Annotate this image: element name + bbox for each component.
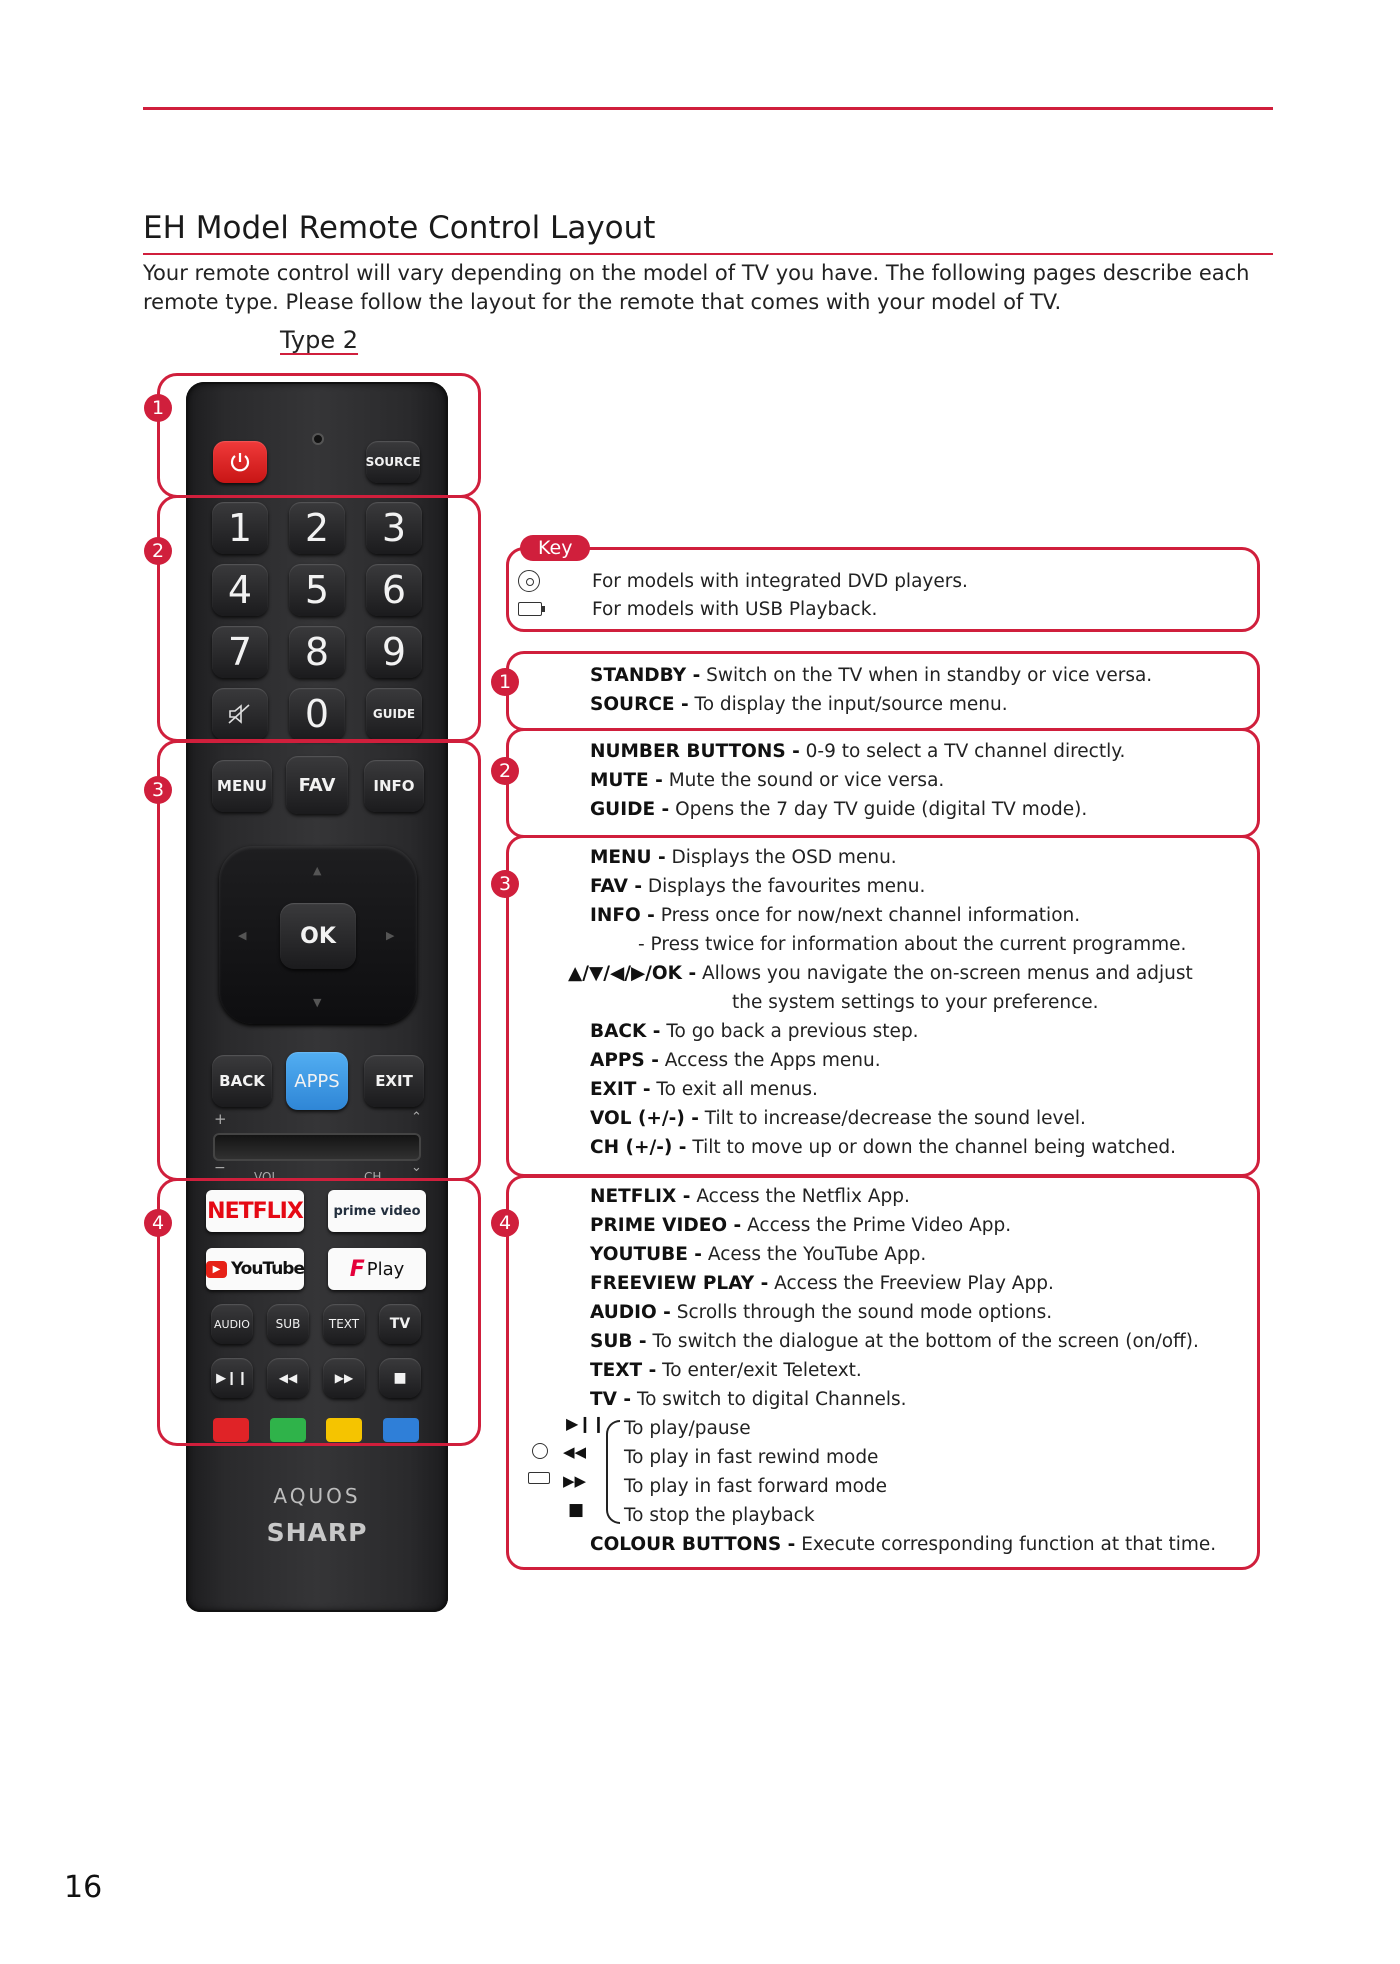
section-badge-1: 1 xyxy=(491,668,519,696)
fast-forward-icon: ▶▶ xyxy=(334,1371,354,1385)
usb-icon-small xyxy=(528,1472,550,1484)
back-term: BACK - xyxy=(590,1021,661,1042)
dvd-icon xyxy=(518,570,540,592)
source-desc xyxy=(590,690,1008,719)
audio-text: Scrolls through the sound mode options. xyxy=(670,1302,1053,1323)
tv-term: TV - xyxy=(590,1389,632,1410)
exit-button[interactable]: EXIT xyxy=(364,1055,424,1107)
fav-text: Displays the favourites menu. xyxy=(642,876,926,897)
info-button[interactable]: INFO xyxy=(364,760,424,812)
rewind-icon: ◀◀ xyxy=(278,1371,298,1385)
source-term: SOURCE - xyxy=(590,694,689,715)
intro-line-2: remote type. Please follow the layout for the remote that comes with your model of TV. xyxy=(143,290,1062,314)
ch-down-icon: ⌄ xyxy=(411,1160,422,1175)
fav-desc xyxy=(590,872,925,901)
up-arrow-icon[interactable]: ▲ xyxy=(313,864,322,877)
play-pause-icon: ▶❙❙ xyxy=(216,1370,248,1386)
section-badge-2: 2 xyxy=(491,757,519,785)
apps-button[interactable]: APPS xyxy=(286,1052,348,1110)
audio-button[interactable]: AUDIO xyxy=(211,1304,253,1344)
apps-term: APPS - xyxy=(590,1050,659,1071)
number-0-button[interactable]: 0 xyxy=(289,688,345,740)
remote-badge-4: 4 xyxy=(144,1209,172,1237)
freeview-label: Play xyxy=(366,1258,405,1280)
info-term: INFO - xyxy=(590,905,655,926)
audio-term: AUDIO - xyxy=(590,1302,671,1323)
page-number: 16 xyxy=(64,1870,103,1905)
number-2-button[interactable]: 2 xyxy=(289,502,345,554)
key-usb-text: For models with USB Playback. xyxy=(592,599,878,620)
remote-badge-1: 1 xyxy=(144,394,172,422)
rewind-desc: To play in fast rewind mode xyxy=(624,1447,879,1468)
exit-text: To exit all menus. xyxy=(650,1079,818,1100)
fav-term: FAV - xyxy=(590,876,643,897)
info-desc xyxy=(590,901,1080,930)
youtube-term: YOUTUBE - xyxy=(590,1244,702,1265)
ch-term: CH (+/-) - xyxy=(590,1137,687,1158)
vol-plus-label: + xyxy=(214,1110,227,1128)
guide-text: Opens the 7 day TV guide (digital TV mode). xyxy=(669,799,1088,820)
nav-text: Allows you navigate the on-screen menus and adjust xyxy=(696,963,1193,984)
guide-desc xyxy=(590,795,1087,824)
dvd-icon-small xyxy=(532,1443,548,1459)
top-rule xyxy=(143,107,1273,110)
nav-desc xyxy=(568,959,1193,988)
colour-buttons-term: COLOUR BUTTONS - xyxy=(590,1534,796,1555)
mute-desc xyxy=(590,766,944,795)
left-arrow-icon[interactable]: ◀ xyxy=(238,929,247,942)
apps-text: Access the Apps menu. xyxy=(658,1050,881,1071)
youtube-label: YouTube xyxy=(230,1259,304,1279)
key-dvd-text: For models with integrated DVD players. xyxy=(592,571,968,592)
mute-text: Mute the sound or vice versa. xyxy=(662,770,945,791)
sub-term: SUB - xyxy=(590,1331,647,1352)
colour-buttons-desc xyxy=(590,1530,1216,1559)
type-label: Type 2 xyxy=(280,326,359,354)
netflix-desc xyxy=(590,1182,910,1211)
stop-legend-icon: ■ xyxy=(568,1500,585,1520)
prime-term: PRIME VIDEO - xyxy=(590,1215,742,1236)
down-arrow-icon[interactable]: ▼ xyxy=(313,996,322,1009)
youtube-desc xyxy=(590,1240,926,1269)
nav-desc-2: the system settings to your preference. xyxy=(732,992,1099,1013)
apps-desc xyxy=(590,1046,881,1075)
ok-button[interactable]: OK xyxy=(280,903,356,969)
title-rule xyxy=(143,253,1273,255)
remote-badge-2: 2 xyxy=(144,537,172,565)
page-title: EH Model Remote Control Layout xyxy=(143,210,656,246)
text-button[interactable]: TEXT xyxy=(323,1304,365,1344)
text-term: TEXT - xyxy=(590,1360,657,1381)
freeview-term: FREEVIEW PLAY - xyxy=(590,1273,769,1294)
ch-desc xyxy=(590,1133,1176,1162)
number-6-button[interactable]: 6 xyxy=(366,564,422,616)
prime-desc xyxy=(590,1211,1011,1240)
stop-icon: ■ xyxy=(393,1370,407,1386)
text-desc xyxy=(590,1356,862,1385)
number-buttons-text: 0-9 to select a TV channel directly. xyxy=(799,741,1126,762)
audio-desc xyxy=(590,1298,1052,1327)
standby-desc xyxy=(590,661,1152,690)
section-badge-3: 3 xyxy=(491,870,519,898)
aquos-logo: AQUOS xyxy=(273,1484,361,1508)
text-text: To enter/exit Teletext. xyxy=(656,1360,862,1381)
forward-legend-icon: ▶▶ xyxy=(563,1472,587,1490)
vol-desc xyxy=(590,1104,1086,1133)
menu-term: MENU - xyxy=(590,847,666,868)
back-text: To go back a previous step. xyxy=(660,1021,919,1042)
tv-desc xyxy=(590,1385,907,1414)
back-desc xyxy=(590,1017,919,1046)
section-badge-4: 4 xyxy=(491,1209,519,1237)
number-9-button[interactable]: 9 xyxy=(366,626,422,678)
youtube-text: Acess the YouTube App. xyxy=(702,1244,927,1265)
right-arrow-icon[interactable]: ▶ xyxy=(386,929,395,942)
freeview-text: Access the Freeview Play App. xyxy=(768,1273,1054,1294)
mute-term: MUTE - xyxy=(590,770,663,791)
stop-desc: To stop the playback xyxy=(624,1505,815,1526)
netflix-text: Access the Netflix App. xyxy=(690,1186,910,1207)
number-8-button[interactable]: 8 xyxy=(289,626,345,678)
remote-group-2-outline xyxy=(157,495,481,742)
info-text: Press once for now/next channel information. xyxy=(654,905,1081,926)
standby-text: Switch on the TV when in standby or vice versa. xyxy=(700,665,1153,686)
source-text: To display the input/source menu. xyxy=(688,694,1008,715)
colour-buttons-text: Execute corresponding function at that time. xyxy=(795,1534,1217,1555)
exit-desc xyxy=(590,1075,818,1104)
number-buttons-desc xyxy=(590,737,1125,766)
number-buttons-term: NUMBER BUTTONS - xyxy=(590,741,800,762)
number-5-button[interactable]: 5 xyxy=(289,564,345,616)
prime-text: Access the Prime Video App. xyxy=(741,1215,1012,1236)
menu-button[interactable]: MENU xyxy=(212,760,272,812)
key-tab: Key xyxy=(520,535,590,561)
number-4-button[interactable]: 4 xyxy=(212,564,268,616)
ch-label: CH xyxy=(364,1170,382,1184)
sub-desc xyxy=(590,1327,1199,1356)
forward-desc: To play in fast forward mode xyxy=(624,1476,888,1497)
source-button[interactable]: SOURCE xyxy=(366,441,420,483)
back-button[interactable]: BACK xyxy=(212,1055,272,1107)
standby-term: STANDBY - xyxy=(590,665,701,686)
remote-badge-3: 3 xyxy=(144,776,172,804)
vol-text: Tilt to increase/decrease the sound level. xyxy=(698,1108,1086,1129)
guide-button[interactable]: GUIDE xyxy=(366,688,422,740)
freeview-f-icon: F xyxy=(349,1256,365,1282)
ch-up-icon: ⌃ xyxy=(411,1110,422,1125)
sub-text: To switch the dialogue at the bottom of the screen (on/off). xyxy=(646,1331,1199,1352)
nav-term: ▲/▼/◀/▶/OK - xyxy=(568,963,697,984)
vol-label: VOL xyxy=(254,1170,279,1184)
dvd-hole xyxy=(526,578,534,586)
number-1-button[interactable]: 1 xyxy=(212,502,268,554)
youtube-play-icon: ▶ xyxy=(206,1261,227,1278)
ch-text: Tilt to move up or down the channel being watched. xyxy=(686,1137,1177,1158)
prime-video-button[interactable]: prime video xyxy=(328,1190,426,1232)
number-7-button[interactable]: 7 xyxy=(212,626,268,678)
menu-text: Displays the OSD menu. xyxy=(665,847,897,868)
sharp-logo: SHARP xyxy=(266,1518,368,1547)
vol-term: VOL (+/-) - xyxy=(590,1108,699,1129)
freeview-desc xyxy=(590,1269,1054,1298)
tv-text: To switch to digital Channels. xyxy=(631,1389,907,1410)
play-pause-desc: To play/pause xyxy=(624,1418,751,1439)
vol-minus-label: − xyxy=(214,1160,226,1176)
usb-icon xyxy=(518,602,542,616)
remote-group-4-outline xyxy=(157,1178,481,1446)
info-desc-2: - Press twice for information about the current programme. xyxy=(638,934,1187,955)
play-pause-legend-icon: ▶❙❙ xyxy=(566,1414,606,1433)
intro-line-1: Your remote control will vary depending on the model of TV you have. The following pages describe each xyxy=(143,261,1250,285)
remote-group-1-outline xyxy=(157,373,481,498)
guide-term: GUIDE - xyxy=(590,799,670,820)
tv-button[interactable]: TV xyxy=(379,1304,421,1344)
transport-bracket xyxy=(606,1420,620,1524)
number-3-button[interactable]: 3 xyxy=(366,502,422,554)
remote-group-3-outline xyxy=(157,740,481,1181)
fav-button[interactable]: FAV xyxy=(286,756,348,814)
rewind-legend-icon: ◀◀ xyxy=(563,1443,587,1461)
menu-desc xyxy=(590,843,897,872)
netflix-button[interactable]: NETFLIX xyxy=(206,1190,304,1232)
usb-icon-tip xyxy=(541,606,545,612)
sub-button[interactable]: SUB xyxy=(267,1304,309,1344)
exit-term: EXIT - xyxy=(590,1079,651,1100)
netflix-term: NETFLIX - xyxy=(590,1186,691,1207)
